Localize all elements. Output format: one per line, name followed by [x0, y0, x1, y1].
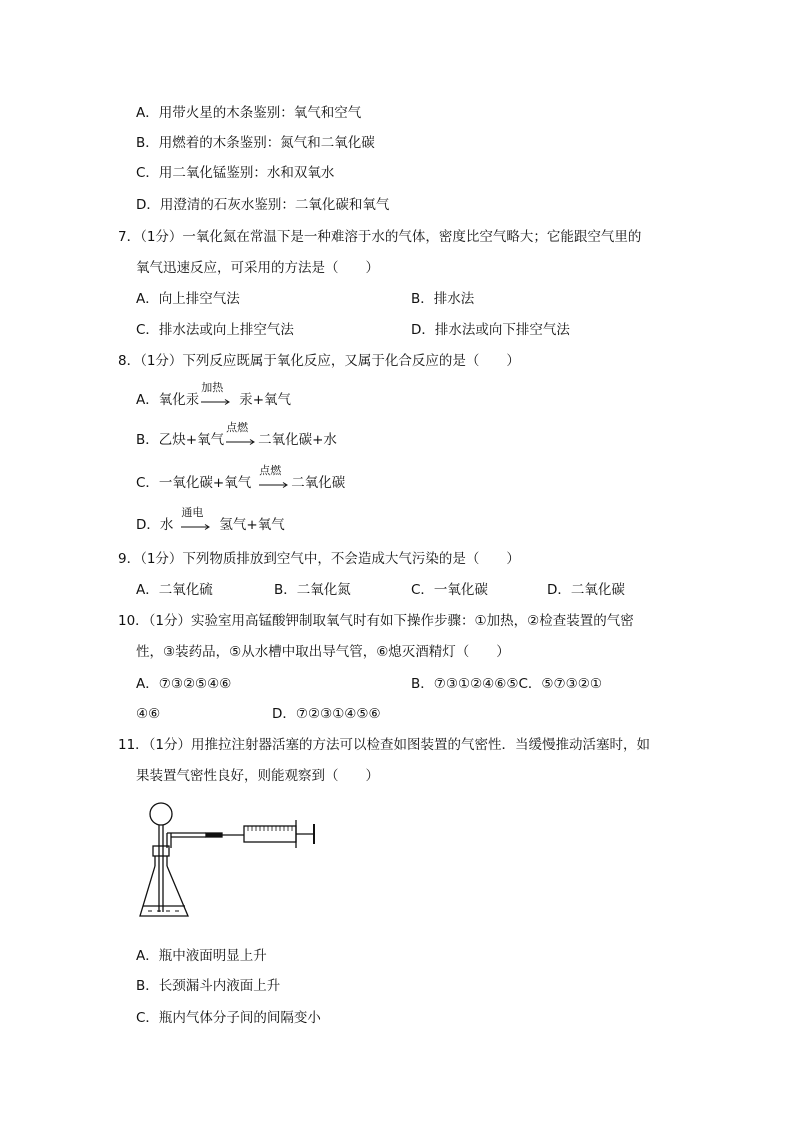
product-text: 二氧化碳 [291, 475, 346, 491]
q6-option-d: D．用澄清的石灰水鉴别：二氧化碳和氧气 [136, 197, 390, 213]
q7-stem-line1: 7．（1分）一氧化氮在常温下是一种难溶于水的气体，密度比空气略大；它能跟空气里的 [118, 229, 642, 245]
funnel-bulb [150, 803, 172, 825]
q9-option-c: C．一氧化碳 [411, 582, 488, 598]
reaction-arrow [226, 421, 256, 450]
product-text: 氢气+氧气 [219, 517, 285, 533]
q10-option-bc: B．⑦③①②④⑥⑤C．⑤⑦③②① [411, 676, 602, 692]
q9-option-a: A．二氧化硫 [136, 582, 213, 598]
q8-option-b [136, 421, 337, 450]
q7-option-b: B．排水法 [411, 291, 475, 307]
q10-stem-line2: 性，③装药品，⑤从水槽中取出导气管，⑥熄灭酒精灯（ ） [136, 644, 510, 660]
arrow-icon [259, 482, 289, 488]
rubber-connector [206, 833, 222, 837]
q7-option-c: C．排水法或向上排空气法 [136, 322, 294, 338]
q6-option-c: C．用二氧化锰鉴别：水和双氧水 [136, 165, 335, 181]
reaction-condition: 点燃 [226, 421, 249, 434]
q6-option-a: A．用带火星的木条鉴别：氧气和空气 [136, 105, 362, 121]
apparatus-figure [136, 800, 326, 925]
reactant-text: C．一氧化碳+氧气 [136, 475, 252, 491]
q9-option-d: D．二氧化碳 [547, 582, 625, 598]
reaction-condition: 通电 [181, 506, 204, 519]
q8-option-a [136, 381, 292, 410]
conical-flask [140, 866, 188, 916]
reactant-text: A．氧化汞 [136, 392, 200, 408]
q7-option-d: D．排水法或向下排空气法 [411, 322, 570, 338]
q11-stem-line2: 果装置气密性良好，则能观察到（ ） [136, 768, 379, 784]
q8-option-d [136, 506, 285, 535]
reactant-text: D．水 [136, 517, 174, 533]
q7-option-a: A．向上排空气法 [136, 291, 240, 307]
q11-stem-line1: 11．（1分）用推拉注射器活塞的方法可以检查如图装置的气密性．当缓慢推动活塞时，如 [118, 737, 651, 753]
q9-option-b: B．二氧化氮 [274, 582, 351, 598]
arrow-icon [201, 399, 231, 405]
reaction-arrow [259, 464, 289, 493]
product-text: 二氧化碳+水 [258, 432, 337, 448]
q11-option-b: B．长颈漏斗内液面上升 [136, 978, 281, 994]
reaction-arrow [181, 506, 211, 535]
q11-option-c: C．瓶内气体分子间的间隔变小 [136, 1010, 321, 1026]
q10-option-d: D．⑦②③①④⑤⑥ [272, 706, 381, 722]
q10-option-c-continued: ④⑥ [136, 706, 161, 722]
q11-option-a: A．瓶中液面明显上升 [136, 948, 267, 964]
reactant-text: B．乙炔+氧气 [136, 432, 225, 448]
q7-stem-line2: 氧气迅速反应，可采用的方法是（ ） [136, 260, 379, 276]
q10-stem-line1: 10．（1分）实验室用高锰酸钾制取氧气时有如下操作步骤：①加热，②检查装置的气密 [118, 613, 634, 629]
q6-option-b: B．用燃着的木条鉴别：氮气和二氧化碳 [136, 135, 375, 151]
reaction-arrow [201, 381, 231, 410]
q8-stem: 8．（1分）下列反应既属于氧化反应，又属于化合反应的是（ ） [118, 353, 520, 369]
q9-stem: 9．（1分）下列物质排放到空气中，不会造成大气污染的是（ ） [118, 551, 520, 567]
q8-option-c [136, 464, 346, 493]
reaction-condition: 加热 [201, 381, 224, 394]
product-text: 汞+氧气 [239, 392, 292, 408]
arrow-icon [226, 439, 256, 445]
reaction-condition: 点燃 [259, 464, 282, 477]
q10-option-a: A．⑦③②⑤④⑥ [136, 676, 232, 692]
arrow-icon [181, 524, 211, 530]
